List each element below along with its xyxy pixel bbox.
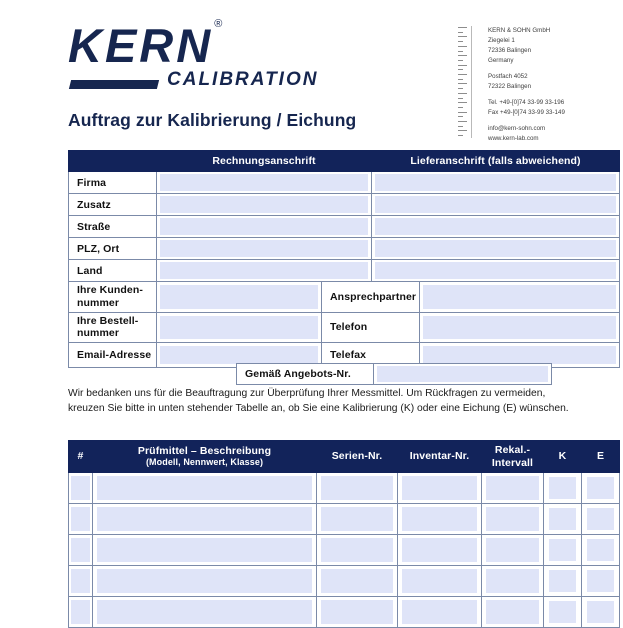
company-city: 72336 Balingen: [488, 47, 532, 55]
address-group-phone: [488, 98, 565, 118]
contact-order-number-input[interactable]: [160, 316, 318, 340]
table-row: [69, 260, 620, 282]
table-row: [69, 312, 620, 343]
logo-subtitle: CALIBRATION: [167, 69, 319, 90]
item-interval-input[interactable]: [486, 476, 539, 500]
contact-ansprechpartner-cell[interactable]: [420, 282, 620, 313]
item-serial-cell[interactable]: [317, 535, 398, 566]
address-delivery-strasse-input[interactable]: [375, 218, 616, 235]
item-description-input[interactable]: [97, 600, 312, 624]
item-index-cell[interactable]: [69, 535, 93, 566]
address-billing-land-cell[interactable]: [157, 260, 372, 282]
item-e-cell[interactable]: [582, 473, 620, 504]
item-k-cell[interactable]: [544, 535, 582, 566]
contact-email-input[interactable]: [160, 346, 318, 364]
address-delivery-firma-input[interactable]: [375, 174, 616, 191]
contact-label-email: Email-Adresse: [69, 343, 157, 368]
item-inventory-input[interactable]: [402, 476, 477, 500]
address-row-label-zusatz: Zusatz: [69, 194, 157, 216]
company-address-block: [458, 26, 565, 144]
logo-wordmark-text: KERN: [68, 19, 214, 72]
item-e-checkbox[interactable]: [587, 477, 614, 499]
items-header-description-sub: (Modell, Nennwert, Klasse): [145, 457, 264, 468]
contact-label-order-number-line2: nummer: [77, 327, 120, 340]
page-title: Auftrag zur Kalibrierung / Eichung: [68, 110, 357, 130]
item-inventory-cell[interactable]: [398, 535, 482, 566]
table-row: [69, 216, 620, 238]
address-delivery-land-cell[interactable]: [372, 260, 620, 282]
item-k-cell[interactable]: [544, 504, 582, 535]
items-table-wrapper: [68, 440, 619, 628]
table-row: [237, 364, 552, 385]
table-row: [69, 566, 620, 597]
address-delivery-zusatz-input[interactable]: [375, 196, 616, 213]
item-interval-cell[interactable]: [482, 535, 544, 566]
address-table-wrapper: [68, 150, 619, 282]
ruler-scale-icon: [458, 26, 467, 138]
item-k-cell[interactable]: [544, 473, 582, 504]
item-inventory-input[interactable]: [402, 569, 477, 593]
item-e-cell[interactable]: [582, 597, 620, 628]
item-e-checkbox[interactable]: [587, 570, 614, 592]
address-delivery-plz-cell[interactable]: [372, 238, 620, 260]
address-billing-strasse-input[interactable]: [160, 218, 368, 235]
offer-number-wrapper: [236, 363, 551, 385]
item-description-input[interactable]: [97, 538, 312, 562]
item-index-input[interactable]: [71, 507, 90, 531]
registered-trademark-icon: ®: [214, 18, 223, 31]
item-index-cell[interactable]: [69, 597, 93, 628]
item-interval-cell[interactable]: [482, 597, 544, 628]
company-name: KERN & SOHN GmbH: [488, 27, 551, 34]
item-interval-input[interactable]: [486, 600, 539, 624]
item-interval-cell[interactable]: [482, 504, 544, 535]
address-divider-line: [471, 26, 472, 138]
item-e-cell[interactable]: [582, 566, 620, 597]
item-serial-cell[interactable]: [317, 597, 398, 628]
address-billing-plz-input[interactable]: [160, 240, 368, 257]
contact-telefon-input[interactable]: [423, 316, 616, 340]
contact-customer-number-cell[interactable]: [157, 282, 322, 313]
item-index-cell[interactable]: [69, 473, 93, 504]
address-group-postbox: [488, 72, 565, 92]
contact-telefax-input[interactable]: [423, 346, 616, 364]
address-billing-firma-input[interactable]: [160, 174, 368, 191]
item-interval-input[interactable]: [486, 569, 539, 593]
contact-label-ansprechpartner: Ansprechpartner: [322, 282, 420, 313]
item-e-cell[interactable]: [582, 504, 620, 535]
item-k-cell[interactable]: [544, 597, 582, 628]
address-table-header-row: [69, 151, 620, 172]
item-k-checkbox[interactable]: [549, 539, 576, 561]
address-group-web: [488, 124, 565, 144]
table-row: [69, 238, 620, 260]
address-billing-firma-cell[interactable]: [157, 172, 372, 194]
item-inventory-cell[interactable]: [398, 566, 482, 597]
offer-number-input[interactable]: [377, 366, 548, 382]
item-serial-cell[interactable]: [317, 473, 398, 504]
item-inventory-cell[interactable]: [398, 597, 482, 628]
contact-customer-number-input[interactable]: [160, 285, 318, 309]
contact-label-customer-number: [69, 282, 157, 313]
company-street: Ziegelei 1: [488, 37, 515, 45]
company-address-text: [488, 26, 565, 144]
address-header-billing: Rechnungsanschrift: [157, 151, 372, 172]
item-serial-input[interactable]: [321, 507, 393, 531]
contact-ansprechpartner-input[interactable]: [423, 285, 616, 309]
address-row-label-land: Land: [69, 260, 157, 282]
contact-label-telefon: Telefon: [322, 312, 420, 343]
address-billing-strasse-cell[interactable]: [157, 216, 372, 238]
item-description-input[interactable]: [97, 476, 312, 500]
item-e-checkbox[interactable]: [587, 539, 614, 561]
table-row: [69, 504, 620, 535]
address-delivery-land-input[interactable]: [375, 262, 616, 279]
items-header-interval: [482, 441, 544, 473]
company-country: Germany: [488, 57, 514, 65]
address-billing-zusatz-cell[interactable]: [157, 194, 372, 216]
table-row: [69, 282, 620, 313]
contact-label-telefax: Telefax: [322, 343, 420, 368]
items-header-description-main: Prüfmittel – Beschreibung: [137, 444, 272, 457]
item-k-checkbox[interactable]: [549, 570, 576, 592]
item-interval-cell[interactable]: [482, 566, 544, 597]
item-serial-cell[interactable]: [317, 504, 398, 535]
table-row: [69, 597, 620, 628]
items-header-e: E: [582, 441, 620, 473]
items-header-serial: Serien-Nr.: [317, 441, 398, 473]
contact-table-wrapper: [68, 281, 619, 368]
item-interval-input[interactable]: [486, 507, 539, 531]
item-index-cell[interactable]: [69, 566, 93, 597]
logo-bar-shape: [69, 80, 159, 89]
kern-calibration-logo: [68, 18, 328, 90]
company-website: www.kern-lab.com: [488, 135, 539, 143]
address-billing-land-input[interactable]: [160, 262, 368, 279]
address-billing-plz-cell[interactable]: [157, 238, 372, 260]
item-serial-cell[interactable]: [317, 566, 398, 597]
item-k-checkbox[interactable]: [549, 601, 576, 623]
item-inventory-input[interactable]: [402, 538, 477, 562]
item-e-cell[interactable]: [582, 535, 620, 566]
item-index-input[interactable]: [71, 476, 90, 500]
offer-number-cell[interactable]: [374, 364, 552, 385]
contact-order-number-cell[interactable]: [157, 312, 322, 343]
address-row-label-firma: Firma: [69, 172, 157, 194]
items-header-inventory: Inventar-Nr.: [398, 441, 482, 473]
company-postbox: Postfach 4052: [488, 73, 528, 81]
item-description-cell[interactable]: [93, 504, 317, 535]
company-postbox-city: 72322 Balingen: [488, 83, 532, 91]
item-interval-cell[interactable]: [482, 473, 544, 504]
table-row: [69, 172, 620, 194]
address-header-delivery: Lieferanschrift (falls abweichend): [372, 151, 620, 172]
table-row: [69, 473, 620, 504]
offer-number-table: [236, 363, 552, 385]
address-delivery-strasse-cell[interactable]: [372, 216, 620, 238]
contact-telefon-cell[interactable]: [420, 312, 620, 343]
company-email: info@kern-sohn.com: [488, 125, 546, 133]
offer-number-label: Gemäß Angebots-Nr.: [237, 364, 374, 385]
item-serial-input[interactable]: [321, 538, 393, 562]
item-description-cell[interactable]: [93, 535, 317, 566]
logo-wordmark: [68, 18, 328, 72]
contact-label-customer-number-line2: nummer: [77, 296, 120, 309]
item-interval-input[interactable]: [486, 538, 539, 562]
company-telephone: Tel. +49-[0]74 33-99 33-196: [488, 99, 565, 107]
item-serial-input[interactable]: [321, 569, 393, 593]
contact-label-order-number: [69, 312, 157, 343]
item-k-checkbox[interactable]: [549, 477, 576, 499]
item-description-cell[interactable]: [93, 597, 317, 628]
logo-subtitle-row: [68, 69, 328, 90]
item-k-checkbox[interactable]: [549, 508, 576, 530]
contact-table: [68, 281, 620, 368]
items-header-interval-line1: Rekal.-: [494, 443, 531, 456]
items-header-interval-line2: Intervall: [491, 456, 534, 469]
item-e-checkbox[interactable]: [587, 601, 614, 623]
item-k-cell[interactable]: [544, 566, 582, 597]
item-inventory-cell[interactable]: [398, 473, 482, 504]
item-serial-input[interactable]: [321, 476, 393, 500]
intro-paragraph: Wir bedanken uns für die Beauftragung zur Überprüfung Ihrer Messmittel. Um Rückfragen zu vermeiden, kreuzen Sie bitte in unten stehender Tabelle an, ob Sie eine Kalibrierung (K) oder eine Eichung (E) wünschen.: [68, 388, 569, 414]
items-table: [68, 440, 620, 628]
item-description-input[interactable]: [97, 569, 312, 593]
item-index-input[interactable]: [71, 600, 90, 624]
item-description-input[interactable]: [97, 507, 312, 531]
contact-label-customer-number-line1: Ihre Kunden-: [77, 284, 143, 296]
items-header-description: [93, 441, 317, 473]
contact-label-order-number-line1: Ihre Bestell-: [77, 314, 139, 327]
address-delivery-zusatz-cell[interactable]: [372, 194, 620, 216]
company-fax: Fax +49-[0]74 33-99 33-149: [488, 109, 565, 117]
address-billing-zusatz-input[interactable]: [160, 196, 368, 213]
item-description-cell[interactable]: [93, 473, 317, 504]
address-group-main: [488, 26, 565, 66]
item-e-checkbox[interactable]: [587, 508, 614, 530]
items-header-k: K: [544, 441, 582, 473]
address-delivery-firma-cell[interactable]: [372, 172, 620, 194]
item-description-cell[interactable]: [93, 566, 317, 597]
item-inventory-cell[interactable]: [398, 504, 482, 535]
item-index-cell[interactable]: [69, 504, 93, 535]
item-serial-input[interactable]: [321, 600, 393, 624]
address-row-label-plz-ort: PLZ, Ort: [69, 238, 157, 260]
item-index-input[interactable]: [71, 569, 90, 593]
address-row-label-strasse: Straße: [69, 216, 157, 238]
table-row: [69, 194, 620, 216]
address-delivery-plz-input[interactable]: [375, 240, 616, 257]
address-header-blank: [69, 151, 157, 172]
items-table-header-row: [69, 441, 620, 473]
item-inventory-input[interactable]: [402, 507, 477, 531]
address-table: [68, 150, 620, 282]
item-index-input[interactable]: [71, 538, 90, 562]
table-row: [69, 535, 620, 566]
items-header-index: #: [69, 441, 93, 473]
item-inventory-input[interactable]: [402, 600, 477, 624]
